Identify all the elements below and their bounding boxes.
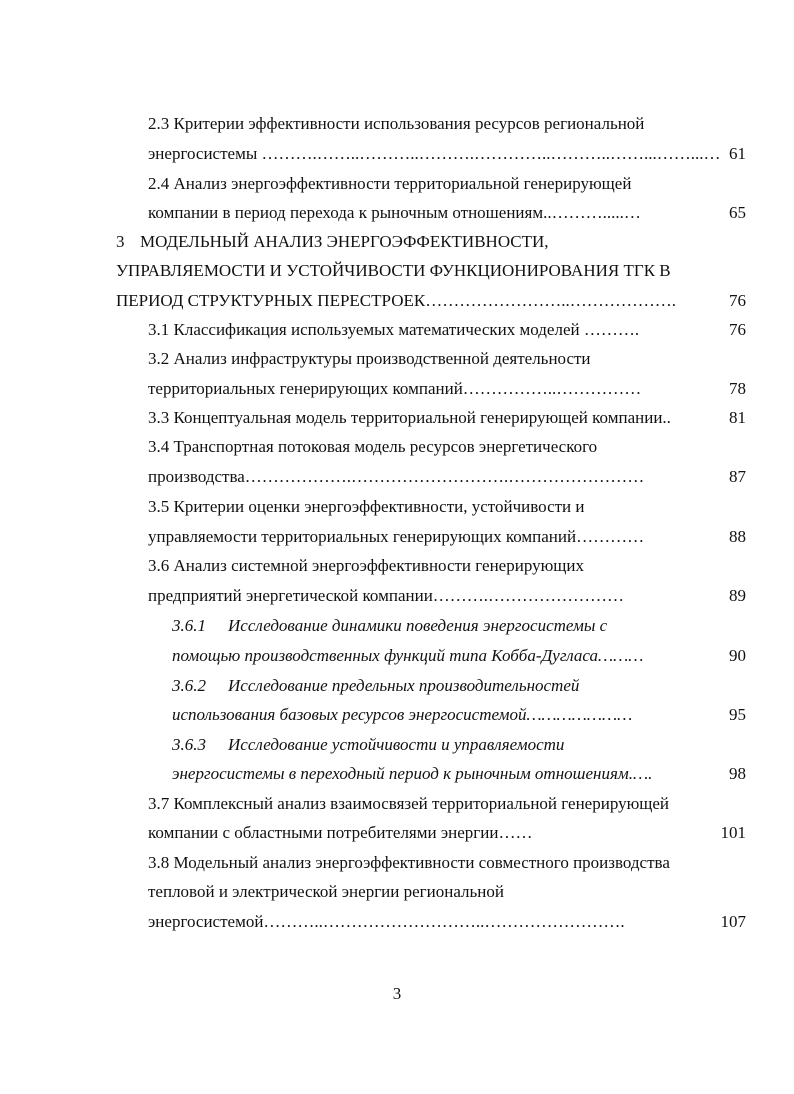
toc-entry-3-6-line1: 3.6 Анализ системной энергоэффективности генерирующих [148,556,584,575]
toc-entry-3-6-page: 89 [729,586,746,605]
toc-subentry-3-6-3-line1 [172,735,564,755]
toc-subentry-3-6-1-title: Исследование динамики поведения энергосистемы с [228,616,608,635]
toc-entry-2-3-page: 61 [729,144,746,163]
toc-entry-3-1-page: 76 [729,320,746,339]
toc-chapter-3-line3: ПЕРИОД СТРУКТУРНЫХ ПЕРЕСТРОЕК……………………..………………. [116,291,676,310]
toc-entry-3-4-page: 87 [729,467,746,486]
toc-entry-2-4-page: 65 [729,203,746,222]
toc-entry-3-4-line1: 3.4 Транспортная потоковая модель ресурсов энергетического [148,437,598,456]
toc-subentry-3-6-1-number: 3.6.1 [172,616,206,635]
toc-chapter-3-page: 76 [729,291,746,310]
toc-entry-3-6-line2: предприятий энергетической компании……….…………………… [148,586,625,605]
toc-entry-3-4-line2: производства……………….……………………….…………………… [148,467,645,486]
toc-entry-3-8-page: 107 [720,912,746,931]
toc-entry-2-3-line2: энергосистемы ……….……..………..……….…………..………..……...……...… [148,144,721,163]
toc-entry-3-2-line2: территориальных генерирующих компаний……………..…………… [148,379,642,398]
toc-entry-2-4-line1: 2.4 Анализ энергоэффективности территориальной генерирующей [148,174,632,193]
toc-chapter-3-line1: МОДЕЛЬНЫЙ АНАЛИЗ ЭНЕРГОЭФФЕКТИВНОСТИ, [140,232,549,251]
toc-chapter-3-number: 3 [116,232,125,251]
toc-entry-3-3-page: 81 [729,408,746,427]
toc-entry-2-3-line1: 2.3 Критерии эффективности использования ресурсов региональной [148,114,645,133]
toc-subentry-3-6-2-title: Исследование предельных производительностей [228,676,580,695]
toc-entry-3-7-line2: компании с областными потребителями энергии…… [148,823,533,842]
toc-entry-3-5-line1: 3.5 Критерии оценки энергоэффективности, устойчивости и [148,497,585,516]
toc-entry-3-5-line2: управляемости территориальных генерирующих компаний………… [148,527,645,546]
toc-entry-3-2-page: 78 [729,379,746,398]
toc-entry-3-8-line2: тепловой и электрической энергии региональной [148,882,504,901]
toc-subentry-3-6-3-page: 98 [729,764,746,783]
toc-entry-3-5-page: 88 [729,527,746,546]
toc-entry-3-8-line3: энергосистемой………..………………………..……………………. [148,912,625,931]
toc-subentry-3-6-2-line1 [172,676,579,696]
toc-subentry-3-6-3-number: 3.6.3 [172,735,206,754]
toc-entry-3-7-page: 101 [720,823,746,842]
toc-entry-3-7-line1: 3.7 Комплексный анализ взаимосвязей территориальной генерирующей [148,794,670,813]
toc-subentry-3-6-1-line2: помощью производственных функций типа Кобба-Дугласа……… [172,646,644,665]
toc-entry-2-4-line2: компании в период перехода к рыночным отношениям..……….....… [148,203,641,222]
toc-subentry-3-6-2-page: 95 [729,705,746,724]
toc-subentry-3-6-1-page: 90 [729,646,746,665]
toc-subentry-3-6-3-line2: энергосистемы в переходный период к рыночным отношениям.…. [172,764,653,783]
toc-subentry-3-6-3-title: Исследование устойчивости и управляемости [228,735,565,754]
toc-subentry-3-6-2-number: 3.6.2 [172,676,206,695]
page-number: 3 [392,984,402,1003]
toc-chapter-3-line2: УПРАВЛЯЕМОСТИ И УСТОЙЧИВОСТИ ФУНКЦИОНИРОВАНИЯ ТГК В [116,261,671,280]
toc-entry-3-2-line1: 3.2 Анализ инфраструктуры производственной деятельности [148,349,591,368]
toc-subentry-3-6-1-line1 [172,616,607,636]
toc-entry-3-1-line1: 3.1 Классификация используемых математических моделей ………. [148,320,640,339]
toc-entry-3-8-line1: 3.8 Модельный анализ энергоэффективности совместного производства [148,853,670,872]
toc-entry-3-3-line1: 3.3 Концептуальная модель территориальной генерирующей компании.. [148,408,671,427]
toc-subentry-3-6-2-line2: использования базовых ресурсов энергосистемой………………… [172,705,633,724]
